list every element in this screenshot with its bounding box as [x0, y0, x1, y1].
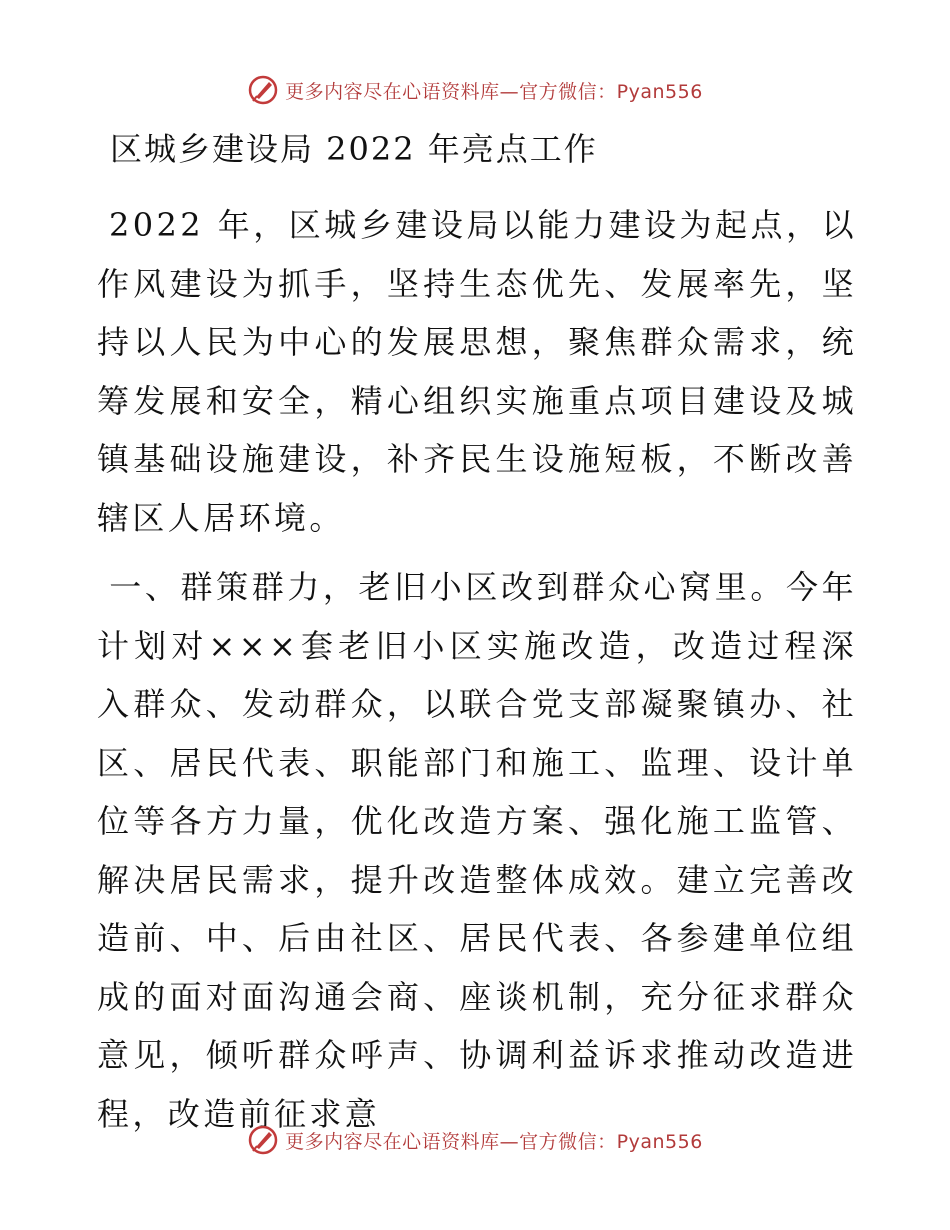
watermark-footer — [0, 1120, 950, 1160]
paragraph-intro-text: 2022 年，区城乡建设局以能力建设为起点，以作风建设为抓手，坚持生态优先、发展率先，坚持以人民为中心的发展思想，聚焦群众需求，统筹发展和安全，精心组织实施重点项目建设及城镇基础设施建设，补齐民生设施短板，不断改善辖区人居环境。 — [97, 206, 857, 537]
document-title: 区城乡建设局 2022 年亮点工作 — [110, 130, 598, 168]
watermark-text — [285, 77, 703, 104]
wechat-id: Pyan556 — [616, 1130, 703, 1153]
paragraph-section-one-text: 一、群策群力，老旧小区改到群众心窝里。今年计划对×××套老旧小区实施改造，改造过程深入群众、发动群众，以联合党支部凝聚镇办、社区、居民代表、职能部门和施工、监理、设计单位等各方力量，优化改造方案、强化施工监管、解决居民需求，提升改造整体成效。建立完善改造前、中、后由社区、居民代表、各参建单位组成的面对面沟通会商、座谈机制，充分征求群众意见，倾听群众呼声、协调利益诉求推动改造进程，改造前征求意 — [97, 568, 857, 1133]
quill-pen-icon — [247, 74, 279, 106]
paragraph-section-one — [97, 558, 857, 1143]
watermark-label: 更多内容尽在心语资料库—官方微信： — [285, 1130, 617, 1153]
watermark-text — [285, 1127, 703, 1154]
quill-pen-icon — [247, 1124, 279, 1156]
watermark-label: 更多内容尽在心语资料库—官方微信： — [285, 80, 617, 103]
wechat-id: Pyan556 — [616, 80, 703, 103]
paragraph-intro — [97, 196, 857, 547]
watermark-header — [0, 70, 950, 110]
